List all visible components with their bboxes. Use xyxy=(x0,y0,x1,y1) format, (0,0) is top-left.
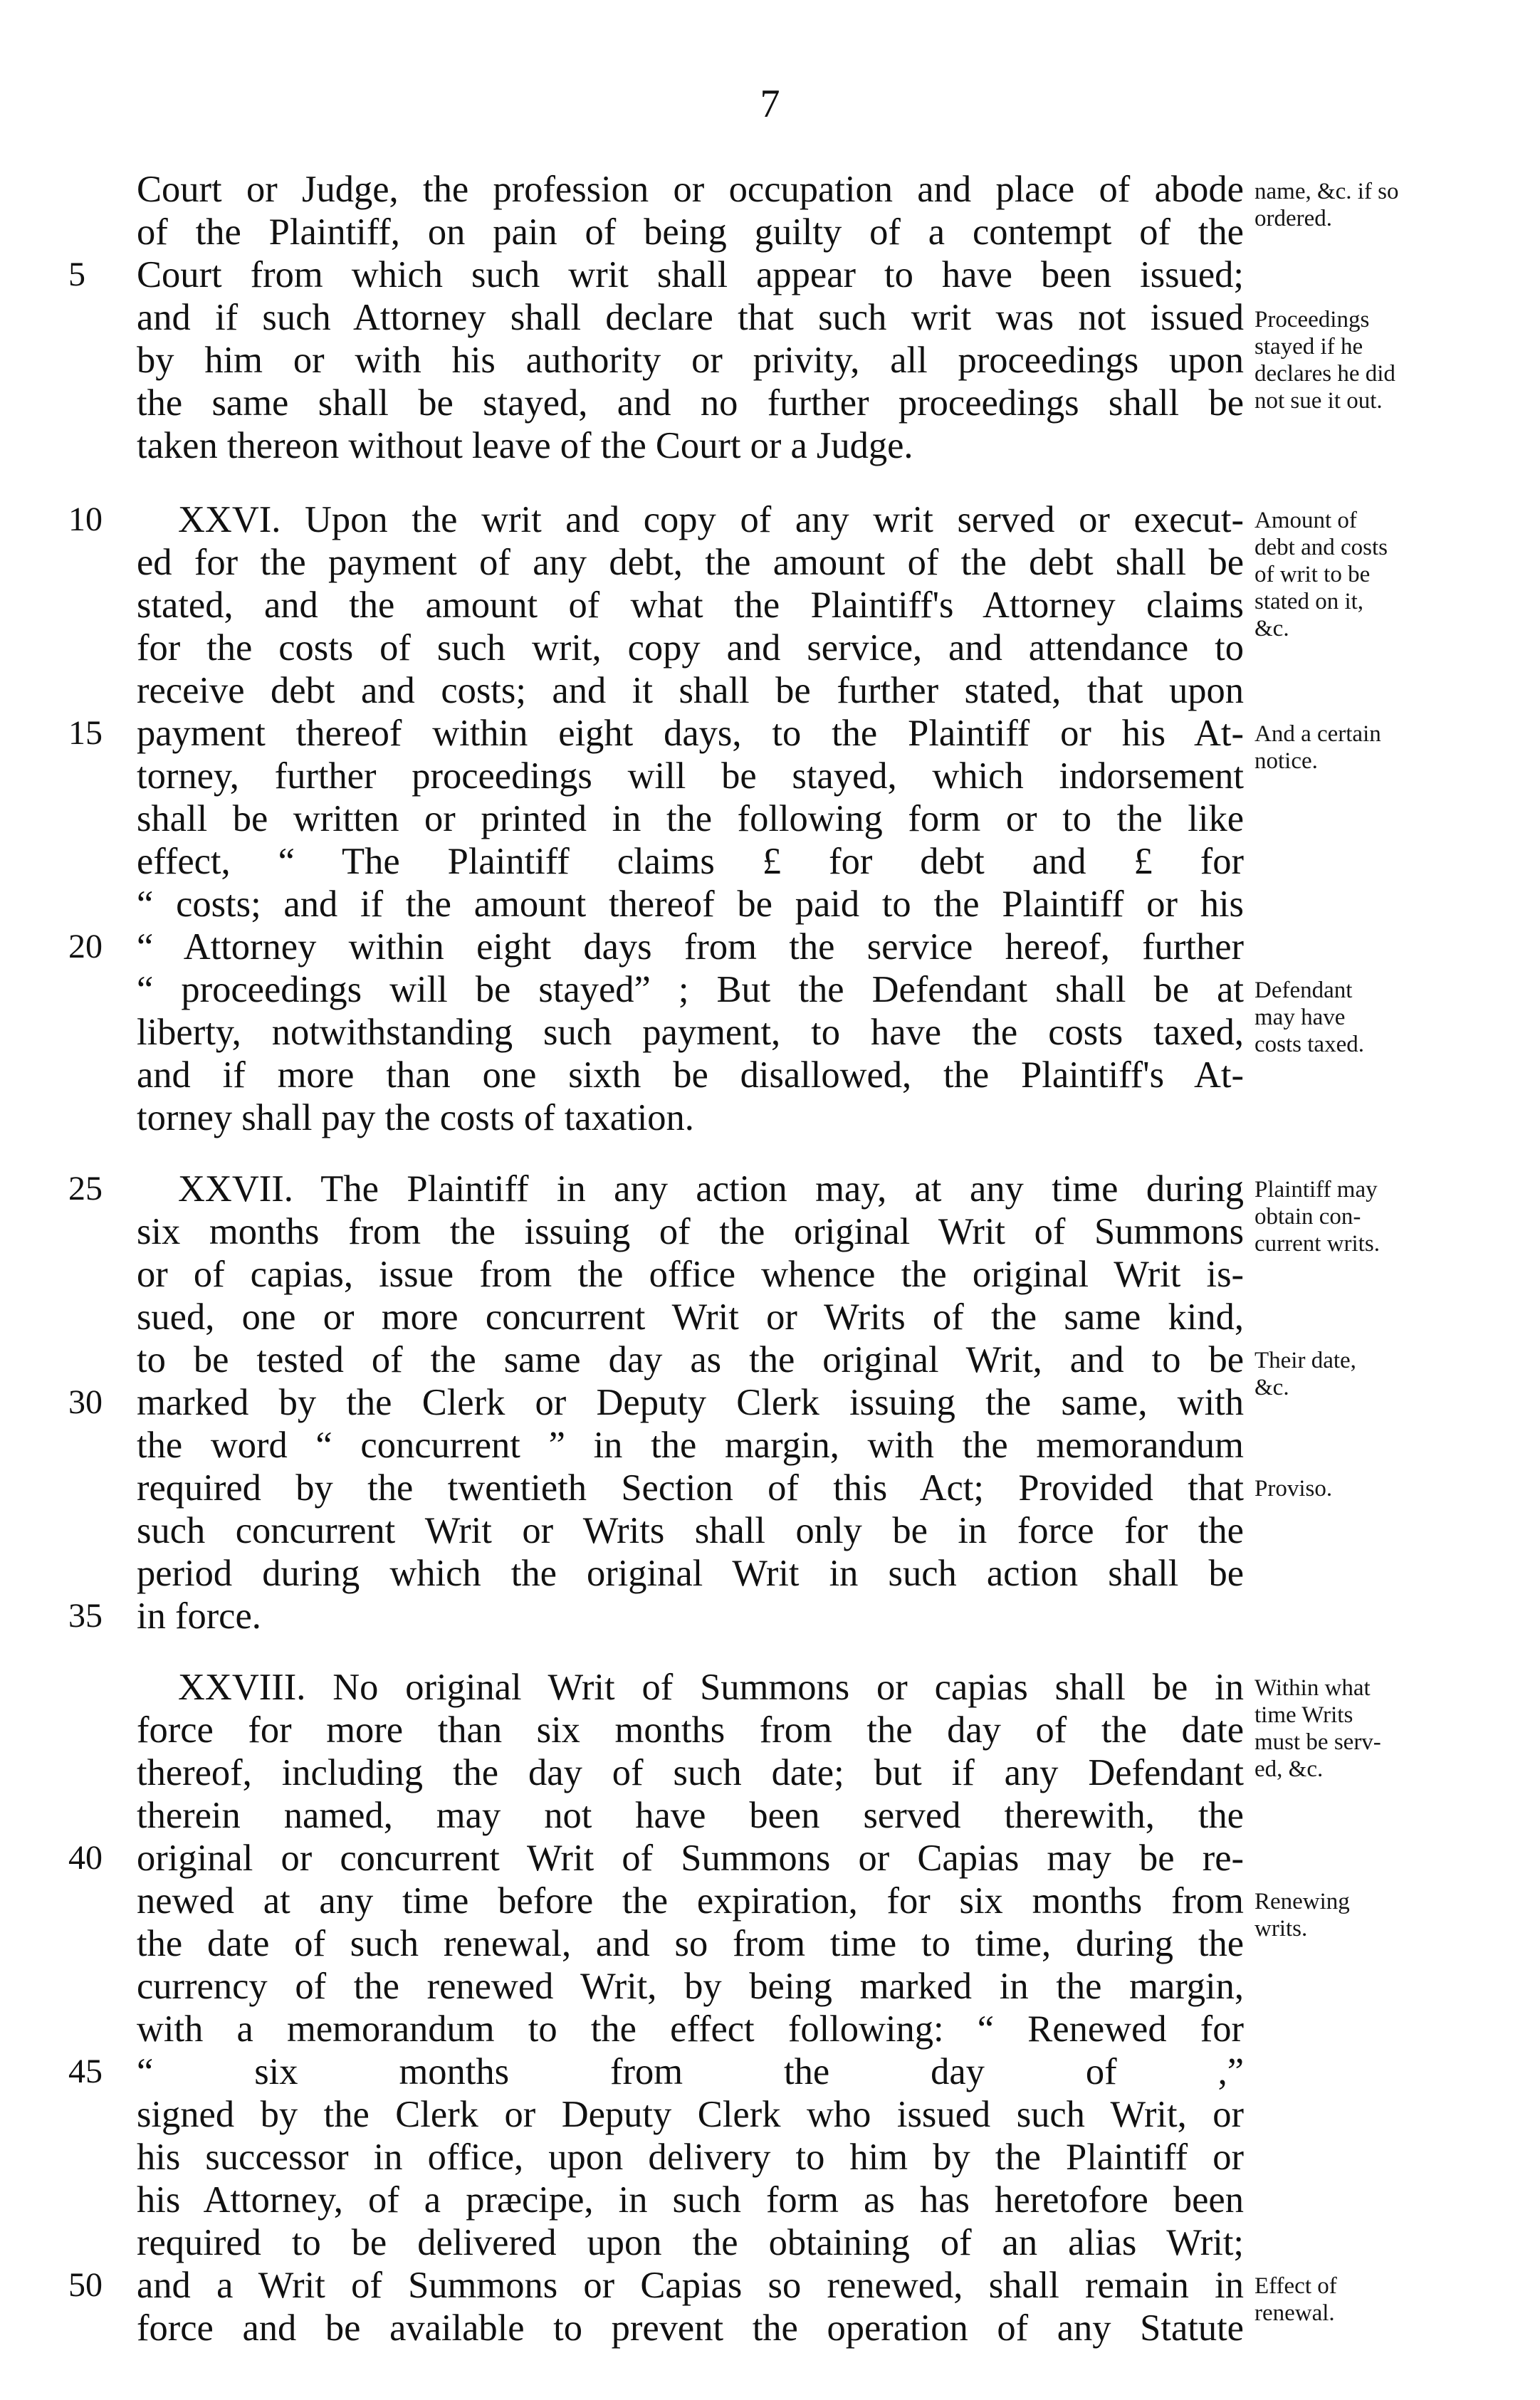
body-line: such concurrent Writ or Writs shall only be in force for the xyxy=(137,1510,1244,1551)
body-line: receive debt and costs; and it shall be further stated, that upon xyxy=(137,670,1244,711)
side-note: name, &c. if so ordered. xyxy=(1254,179,1399,231)
line-number: 40 xyxy=(68,1839,103,1877)
body-line: therein named, may not have been served therewith, the xyxy=(137,1795,1244,1836)
body-line: the same shall be stayed, and no further proceedings shall be xyxy=(137,382,1244,424)
body-line: “ costs; and if the amount thereof be paid to the Plaintiff or his xyxy=(137,884,1244,925)
body-line: signed by the Clerk or Deputy Clerk who issued such Writ, or xyxy=(137,2094,1244,2135)
body-line: for the costs of such writ, copy and service, and attendance to xyxy=(137,627,1244,669)
section-heading-line: XXVIII. No original Writ of Summons or capias shall be in xyxy=(178,1667,1244,1708)
page-number: 7 xyxy=(760,82,780,126)
body-line: his Attorney, of a præcipe, in such form as has heretofore been xyxy=(137,2179,1244,2221)
side-note: Defendant may have costs taxed. xyxy=(1254,978,1364,1057)
side-note: Proceedings stayed if he declares he did not sue it out. xyxy=(1254,307,1395,414)
line-number: 30 xyxy=(68,1383,103,1421)
body-line: required to be delivered upon the obtaining of an alias Writ; xyxy=(137,2222,1244,2263)
body-line: torney, further proceedings will be stayed, which indorsement xyxy=(137,755,1244,797)
body-line: the word “ concurrent ” in the margin, with the memorandum xyxy=(137,1425,1244,1466)
line-number: 25 xyxy=(68,1170,103,1207)
body-line: period during which the original Writ in such action shall be xyxy=(137,1553,1244,1594)
body-line: by him or with his authority or privity, all proceedings upon xyxy=(137,340,1244,381)
line-number: 5 xyxy=(68,256,85,293)
body-line: thereof, including the day of such date; but if any Defendant xyxy=(137,1752,1244,1793)
line-number: 50 xyxy=(68,2266,103,2304)
line-number: 10 xyxy=(68,501,103,538)
body-line: or of capias, issue from the office whence the original Writ is- xyxy=(137,1254,1244,1295)
body-line: required by the twentieth Section of this Act; Provided that xyxy=(137,1467,1244,1509)
body-line: “ proceedings will be stayed” ; But the Defendant shall be at xyxy=(137,969,1244,1010)
body-line: in force. xyxy=(137,1595,261,1637)
body-line: effect, “ The Plaintiff claims £ for debt and £ for xyxy=(137,841,1244,882)
body-line: torney shall pay the costs of taxation. xyxy=(137,1097,694,1138)
body-line: and a Writ of Summons or Capias so renewed, shall remain in xyxy=(137,2265,1244,2306)
side-note: Proviso. xyxy=(1254,1476,1333,1502)
line-number: 20 xyxy=(68,928,103,965)
side-note: Effect of renewal. xyxy=(1254,2273,1337,2326)
body-line: and if more than one sixth be disallowed, the Plaintiff's At- xyxy=(137,1054,1244,1096)
side-note: And a certain notice. xyxy=(1254,721,1381,774)
side-note: Amount of debt and costs of writ to be stated on it, &c. xyxy=(1254,508,1388,641)
side-note: Plaintiff may obtain con- current writs. xyxy=(1254,1177,1380,1257)
body-line: “ Attorney within eight days from the service hereof, further xyxy=(137,926,1244,968)
body-line: Court or Judge, the profession or occupation and place of abode xyxy=(137,169,1244,210)
section-heading-line: XXVI. Upon the writ and copy of any writ served or execut- xyxy=(178,499,1244,540)
body-line: sued, one or more concurrent Writ or Writs of the same kind, xyxy=(137,1296,1244,1338)
body-line: with a memorandum to the effect following: “ Renewed for xyxy=(137,2008,1244,2050)
body-line: payment thereof within eight days, to the Plaintiff or his At- xyxy=(137,713,1244,754)
side-note: Renewing writs. xyxy=(1254,1889,1350,1942)
body-line: six months from the issuing of the original Writ of Summons xyxy=(137,1211,1244,1252)
body-line: the date of such renewal, and so from time to time, during the xyxy=(137,1923,1244,1964)
section-heading-line: XXVII. The Plaintiff in any action may, at any time during xyxy=(178,1168,1244,1210)
body-line: of the Plaintiff, on pain of being guilty of a contempt of the xyxy=(137,211,1244,253)
body-line: Court from which such writ shall appear to have been issued; xyxy=(137,254,1244,295)
body-line: taken thereon without leave of the Court or a Judge. xyxy=(137,425,913,466)
body-line: currency of the renewed Writ, by being marked in the margin, xyxy=(137,1966,1244,2007)
body-line: to be tested of the same day as the original Writ, and to be xyxy=(137,1339,1244,1380)
body-line: marked by the Clerk or Deputy Clerk issuing the same, with xyxy=(137,1382,1244,1423)
body-line: and if such Attorney shall declare that such writ was not issued xyxy=(137,297,1244,338)
side-note: Within what time Writs must be serv- ed, &c. xyxy=(1254,1675,1381,1782)
body-line: force and be available to prevent the operation of any Statute xyxy=(137,2307,1244,2349)
line-number: 15 xyxy=(68,714,103,752)
body-line: original or concurrent Writ of Summons or Capias may be re- xyxy=(137,1838,1244,1879)
body-line: “ six months from the day of ,” xyxy=(137,2051,1244,2092)
body-line: liberty, notwithstanding such payment, to have the costs taxed, xyxy=(137,1012,1244,1053)
line-number: 45 xyxy=(68,2053,103,2090)
body-line: newed at any time before the expiration, for six months from xyxy=(137,1880,1244,1922)
body-line: stated, and the amount of what the Plaintiff's Attorney claims xyxy=(137,585,1244,626)
body-line: his successor in office, upon delivery to him by the Plaintiff or xyxy=(137,2137,1244,2178)
line-number: 35 xyxy=(68,1597,103,1635)
body-line: force for more than six months from the day of the date xyxy=(137,1709,1244,1751)
side-note: Their date, &c. xyxy=(1254,1348,1356,1400)
body-line: shall be written or printed in the following form or to the like xyxy=(137,798,1244,839)
body-line: ed for the payment of any debt, the amount of the debt shall be xyxy=(137,542,1244,583)
